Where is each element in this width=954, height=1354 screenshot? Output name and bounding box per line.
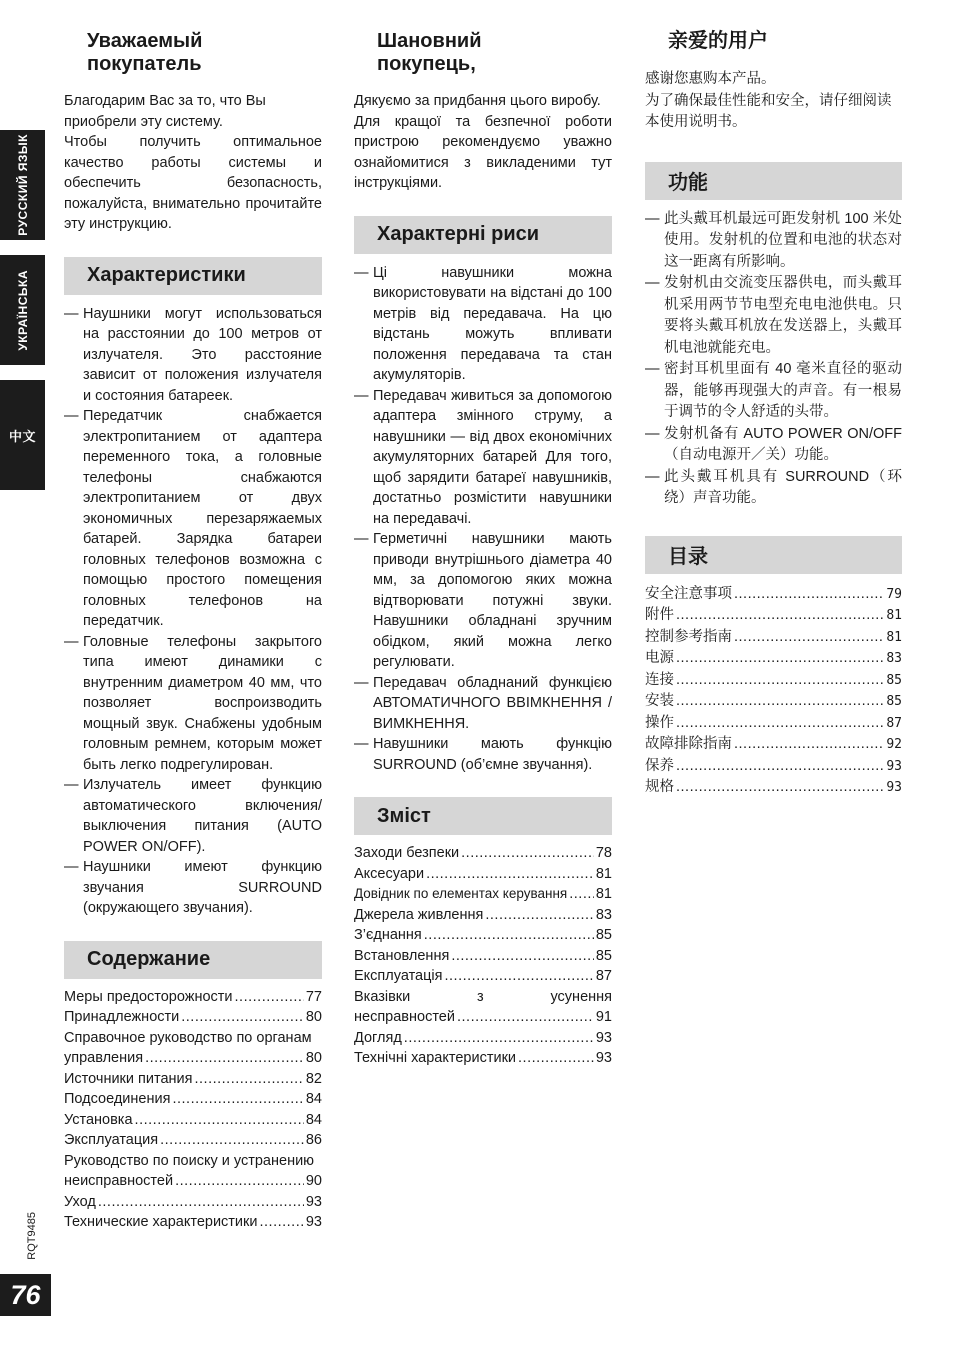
toc-entry[interactable]: Встановлення ..... 85	[354, 946, 612, 967]
side-tab-russian-label: РУССКИЙ ЯЗЫК	[15, 134, 30, 236]
toc-entry[interactable]: 操作 ..... 87	[645, 713, 902, 735]
uk-features-list	[354, 263, 612, 776]
document-code: RQT9485	[26, 1212, 38, 1260]
zh-features-list	[645, 209, 902, 510]
toc-entry[interactable]: Источники питания ..... 82	[64, 1069, 322, 1090]
toc-entry-line1[interactable]: Справочное руководство по органам	[64, 1029, 312, 1046]
uk-intro-instructions: Для кращої та безпечної роботи пристрою рекомендуємо уважно ознайомитися з викладеними тут інструкціями.	[354, 113, 612, 191]
ru-features-heading: Характеристики	[64, 257, 322, 295]
list-item: — Наушники могут использоваться на расстоянии до 100 метров от излучателя. Это расстояние зависит от положения излучателя и состояния батареек.	[64, 305, 322, 404]
side-tab-chinese	[0, 380, 45, 490]
toc-entry[interactable]: Технические характеристики ..... 93	[64, 1212, 322, 1233]
page-number: 76	[0, 1274, 51, 1316]
toc-entry[interactable]: 保养 ..... 93	[645, 756, 902, 778]
toc-entry[interactable]: 附件 ..... 81	[645, 605, 902, 627]
toc-entry[interactable]: 连接 ..... 85	[645, 670, 902, 692]
russian-column	[64, 30, 322, 1233]
uk-intro-thanks: Дякуємо за придбання цього виробу.	[354, 93, 601, 109]
ru-features-list	[64, 304, 322, 919]
ru-intro-instructions: Чтобы получить оптимальное качество работы системы и обеспечить безопасность, пожалуйста, внимательно прочитайте эту инструкцию.	[64, 134, 322, 232]
toc-entry[interactable]: 故障排除指南 ..... 92	[645, 734, 902, 756]
toc-entry[interactable]: З’єднання ..... 85	[354, 925, 612, 946]
uk-contents-list	[354, 843, 612, 1069]
toc-entry[interactable]: 安装 ..... 85	[645, 691, 902, 713]
uk-greeting: Шановний покупець,	[377, 30, 482, 75]
toc-entry[interactable]: Подсоединения ..... 84	[64, 1089, 322, 1110]
zh-contents-heading: 目录	[645, 536, 902, 574]
toc-entry[interactable]: Заходи безпеки ..... 78	[354, 843, 612, 864]
toc-entry[interactable]: 规格 ..... 93	[645, 777, 902, 799]
toc-entry[interactable]: Догляд ..... 93	[354, 1028, 612, 1049]
zh-intro-instructions: 为了确保最佳性能和安全，请仔细阅读本使用说明书。	[645, 92, 892, 130]
toc-entry[interactable]: Довідник по елементах керування ..... 81	[354, 884, 612, 905]
list-item: — Излучатель имеет функцию автоматического включения/ выключения питания (AUTO POWER ON/OFF).	[64, 777, 322, 855]
chinese-column	[645, 30, 902, 799]
toc-entry[interactable]: управления ..... 80	[64, 1048, 322, 1069]
zh-contents-list	[645, 584, 902, 799]
toc-entry[interactable]: Меры предосторожности ..... 77	[64, 987, 322, 1008]
toc-entry[interactable]: Технічні характеристики ..... 93	[354, 1048, 612, 1069]
list-item: — 发射机由交流变压器供电，而头戴耳机采用两节节电型充电电池供电。只要将头戴耳机放在发送器上，头戴耳机电池就能充电。	[645, 275, 902, 356]
list-item: — 此头戴耳机最远可距发射机 100 米处使用。发射机的位置和电池的状态对这一距离有所影响。	[645, 210, 902, 270]
list-item: — Передавач обладнаний функцією АВТОМАТИЧНОГО ВВІМКНЕННЯ /ВИМКНЕННЯ.	[354, 674, 612, 732]
list-item: — Головные телефоны закрытого типа имеют динамики с внутренним диаметром 40 мм, что позволяет воспроизводить мощный звук. Снабжены удобным головным ремнем, которым может быть легко подрегулирован.	[64, 633, 322, 773]
list-item: — 此头戴耳机具有 SURROUND（环绕）声音功能。	[645, 468, 902, 506]
zh-features-heading: 功能	[645, 162, 902, 200]
uk-contents-heading: Зміст	[354, 797, 612, 835]
zh-intro-thanks: 感谢您惠购本产品。	[645, 71, 776, 87]
ru-contents-list	[64, 987, 322, 1233]
toc-entry[interactable]: 控制参考指南 ..... 81	[645, 627, 902, 649]
toc-entry[interactable]: Эксплуатация ..... 86	[64, 1130, 322, 1151]
toc-entry[interactable]: неисправностей ..... 90	[64, 1171, 322, 1192]
zh-greeting: 亲爱的用户	[668, 30, 768, 52]
list-item: — 密封耳机里面有 40 毫米直径的驱动器，能够再现强大的声音。有一根易于调节的令人舒适的头带。	[645, 361, 902, 420]
toc-entry[interactable]: Уход ..... 93	[64, 1192, 322, 1213]
toc-entry[interactable]: 安全注意事项 ..... 79	[645, 584, 902, 606]
list-item: — Передавач живиться за допомогою адаптера змінного струму, а навушники — від двох економічних акумуляторних батарей Для того, щоб зарядити батареї навушників, достатньо розмістити навушники на передавачі.	[354, 387, 612, 527]
ru-contents-heading: Содержание	[64, 941, 322, 979]
ukrainian-column	[354, 30, 612, 1069]
side-tab-russian	[0, 130, 45, 240]
toc-entry-line1[interactable]: Вказівки з усунення	[354, 988, 612, 1005]
list-item: — Ці навушники можна використовувати на відстані до 100 метрів від передавача. На цю відстань можуть впливати положення передавача та стан акумуляторів.	[354, 264, 612, 383]
toc-entry[interactable]: Аксесуари ..... 81	[354, 864, 612, 885]
toc-entry[interactable]: 电源 ..... 83	[645, 648, 902, 670]
toc-entry[interactable]: Експлуатація ..... 87	[354, 966, 612, 987]
toc-entry[interactable]: Принадлежности ..... 80	[64, 1007, 322, 1028]
list-item: — Передатчик снабжается электропитанием от адаптера переменного тока, а головные телефоны снабжаются электропитанием от двух экономичных перезаряжаемых батарей. Зарядка батареи головных телефонов возможна с помощью простого помещения головных телефонов на передатчик.	[64, 408, 322, 629]
toc-entry-line1[interactable]: Руководство по поиску и устранению	[64, 1152, 315, 1169]
toc-entry[interactable]: Джерела живлення ..... 83	[354, 905, 612, 926]
list-item: — Герметичні навушники мають приводи внутрішнього діаметра 40 мм, за допомогою яких можна відтворювати потужні звуки. Навушники обладнані зручним обідком, який можна легко регулювати.	[354, 531, 612, 670]
list-item: — 发射机备有 AUTO POWER ON/OFF（自动电源开／关）功能。	[645, 425, 902, 463]
toc-entry[interactable]: Установка ..... 84	[64, 1110, 322, 1131]
list-item: — Навушники мають функцію SURROUND (об’ємне звучання).	[354, 736, 612, 773]
ru-intro-thanks: Благодарим Вас за то, что Вы приобрели эту систему.	[64, 93, 266, 130]
side-tab-ukrainian	[0, 255, 45, 365]
toc-entry[interactable]: несправностей ..... 91	[354, 1007, 612, 1028]
ru-greeting: Уважаемый покупатель	[87, 30, 203, 75]
side-tab-ukrainian-label: УКРАЇНСЬКА	[15, 269, 30, 351]
uk-features-heading: Характерні риси	[354, 216, 612, 254]
side-tab-chinese-label: 中文	[8, 428, 36, 444]
list-item: — Наушники имеют функцию звучания SURROUND (окружающего звучания).	[64, 859, 322, 916]
